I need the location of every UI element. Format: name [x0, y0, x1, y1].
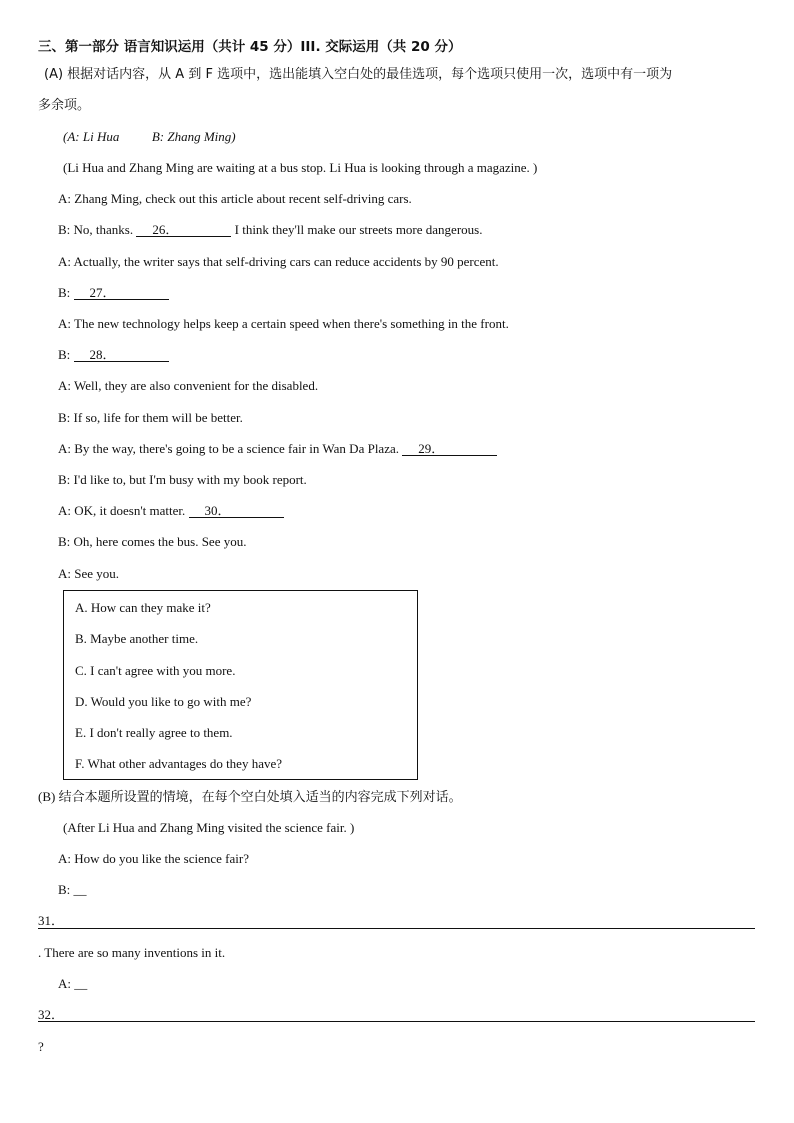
answer-blank-29[interactable]: 29． — [402, 441, 497, 456]
dialogue-line-11 — [58, 503, 284, 519]
dialogue-scene: (Li Hua and Zhang Ming are waiting at a bus stop. Li Hua is looking through a magazine. ) — [63, 160, 538, 175]
part-b-line-b1: B: __ — [58, 882, 87, 897]
part-b-line-a2: A: __ — [58, 976, 88, 991]
part-b-after-31: . There are so many inventions in it. — [38, 945, 226, 960]
option-a: A. How can they make it? — [75, 600, 211, 615]
dialogue-line-6-pre: B: — [58, 347, 74, 362]
part-a-instruction-line1: (A) 根据对话内容，从 A 到 F 选项中，选出能填入空白处的最佳选项，每个选项只使用一次，选项中有一项为 — [44, 67, 673, 82]
answer-line-31[interactable] — [38, 928, 755, 929]
dialogue-line-2-post: I think they'll make our streets more dangerous. — [231, 222, 483, 237]
section-heading: 三、第一部分 语言知识运用（共计 45 分）III. 交际运用（共 20 分） — [38, 39, 462, 55]
question-32-label: 32． — [38, 1007, 65, 1022]
option-c: C. I can't agree with you more. — [75, 663, 236, 678]
part-a-instruction-line2: 多余项。 — [38, 98, 91, 113]
answer-blank-28[interactable]: 28． — [74, 347, 169, 362]
answer-blank-27[interactable]: 27． — [74, 285, 169, 300]
dialogue-line-10: B: I'd like to, but I'm busy with my book report. — [58, 472, 307, 487]
dialogue-line-4 — [58, 285, 169, 301]
dialogue-line-8: B: If so, life for them will be better. — [58, 410, 243, 425]
part-b-line-a1: A: How do you like the science fair? — [58, 851, 249, 866]
dialogue-line-11-pre: A: OK, it doesn't matter. — [58, 503, 189, 518]
part-b-label: (B) — [38, 789, 56, 804]
dialogue-line-13: A: See you. — [58, 566, 120, 581]
question-31-label: 31． — [38, 913, 65, 928]
dialogue-line-2 — [58, 222, 482, 238]
answer-blank-26[interactable]: 26． — [136, 222, 231, 237]
option-b: B. Maybe another time. — [75, 631, 199, 646]
dialogue-line-12: B: Oh, here comes the bus. See you. — [58, 534, 247, 549]
options-box — [63, 590, 418, 780]
dialogue-line-1: A: Zhang Ming, check out this article about recent self-driving cars. — [58, 191, 412, 206]
option-d: D. Would you like to go with me? — [75, 694, 252, 709]
dialogue-line-4-pre: B: — [58, 285, 74, 300]
dialogue-line-2-pre: B: No, thanks. — [58, 222, 137, 237]
dialogue-line-9 — [58, 441, 497, 457]
dialogue-roles: (A: Li Hua B: Zhang Ming) — [63, 129, 236, 144]
answer-blank-30[interactable]: 30． — [189, 503, 284, 518]
dialogue-line-6 — [58, 347, 169, 363]
option-f: F. What other advantages do they have? — [75, 756, 283, 771]
part-b-instruction-text: 结合本题所设置的情境，在每个空白处填入适当的内容完成下列对话。 — [58, 790, 462, 805]
dialogue-line-9-pre: A: By the way, there's going to be a science fair in Wan Da Plaza. — [58, 441, 403, 456]
part-b-after-32: ? — [38, 1039, 44, 1054]
option-e: E. I don't really agree to them. — [75, 725, 233, 740]
part-b-instruction — [38, 789, 462, 806]
answer-line-32[interactable] — [38, 1021, 755, 1022]
dialogue-line-7: A: Well, they are also convenient for the disabled. — [58, 378, 319, 393]
part-b-scene: (After Li Hua and Zhang Ming visited the science fair. ) — [63, 820, 355, 835]
dialogue-line-3: A: Actually, the writer says that self-driving cars can reduce accidents by 90 percent. — [58, 254, 499, 269]
dialogue-line-5: A: The new technology helps keep a certain speed when there's something in the front. — [58, 316, 509, 331]
